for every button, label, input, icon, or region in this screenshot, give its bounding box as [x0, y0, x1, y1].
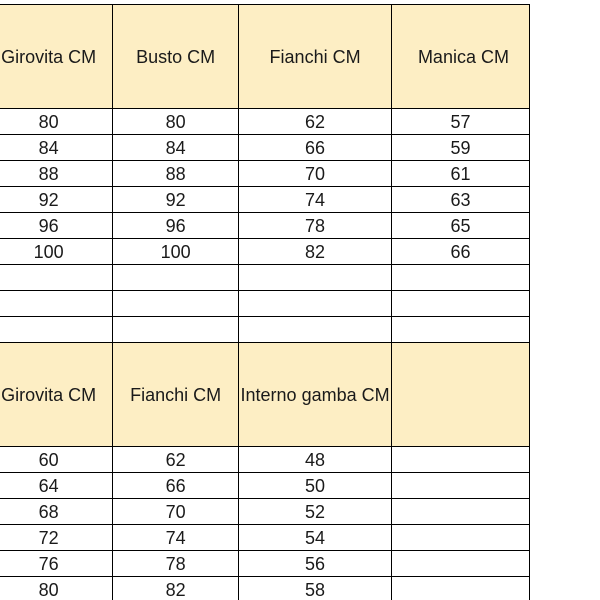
table-cell: 64: [0, 473, 113, 499]
table-cell: 62: [239, 109, 392, 135]
table-cell: 59: [391, 135, 529, 161]
table-cell: 78: [113, 551, 239, 577]
table-cell: 66: [239, 135, 392, 161]
table-cell: [391, 525, 529, 551]
column-header: Girovita CM: [0, 343, 113, 447]
table-cell: 78: [239, 213, 392, 239]
table-cell: 72: [0, 525, 113, 551]
column-header: Busto CM: [113, 5, 239, 109]
table-cell: 66: [113, 473, 239, 499]
column-header: Interno gamba CM: [239, 343, 392, 447]
table-cell: 56: [239, 551, 392, 577]
table-cell: 63: [391, 187, 529, 213]
table-cell: [391, 499, 529, 525]
table-row: [0, 577, 530, 600]
table-cell: 57: [391, 109, 529, 135]
table-row: [0, 265, 530, 291]
table-cell: 84: [0, 135, 113, 161]
table-cell: 58: [239, 577, 392, 600]
table-cell: 96: [113, 213, 239, 239]
table-row: [0, 135, 530, 161]
table-cell: 96: [0, 213, 113, 239]
table-row: [0, 109, 530, 135]
table-row: [0, 551, 530, 577]
size-chart-table: [0, 4, 530, 600]
table-row: [0, 291, 530, 317]
table-cell: [391, 265, 529, 291]
table-cell: [391, 447, 529, 473]
table-cell: [0, 317, 113, 343]
column-header: Fianchi CM: [239, 5, 392, 109]
table-cell: 92: [0, 187, 113, 213]
table-cell: 48: [239, 447, 392, 473]
column-header: [391, 343, 529, 447]
table-cell: 80: [113, 109, 239, 135]
table-cell: 74: [113, 525, 239, 551]
table-cell: 74: [239, 187, 392, 213]
table-cell: [113, 291, 239, 317]
table-cell: 82: [239, 239, 392, 265]
table-cell: 92: [113, 187, 239, 213]
table-cell: [391, 317, 529, 343]
table-row: [0, 473, 530, 499]
table-row: [0, 447, 530, 473]
table-cell: 88: [113, 161, 239, 187]
table-cell: [0, 265, 113, 291]
table-cell: 54: [239, 525, 392, 551]
table-cell: 82: [113, 577, 239, 600]
table-cell: [391, 473, 529, 499]
table-cell: 70: [239, 161, 392, 187]
table-cell: 52: [239, 499, 392, 525]
table2-header-row: [0, 343, 530, 447]
table-cell: [239, 265, 392, 291]
table-row: [0, 525, 530, 551]
table-cell: 76: [0, 551, 113, 577]
table-cell: 100: [113, 239, 239, 265]
column-header: Girovita CM: [0, 5, 113, 109]
table-cell: [113, 265, 239, 291]
column-header: Fianchi CM: [113, 343, 239, 447]
table-row: [0, 239, 530, 265]
table-cell: 80: [0, 109, 113, 135]
table-row: [0, 187, 530, 213]
table-cell: 50: [239, 473, 392, 499]
table-cell: 88: [0, 161, 113, 187]
table-cell: [113, 317, 239, 343]
table-cell: 70: [113, 499, 239, 525]
table-row: [0, 213, 530, 239]
table-cell: 68: [0, 499, 113, 525]
table-cell: 66: [391, 239, 529, 265]
table-cell: 65: [391, 213, 529, 239]
table-cell: [0, 291, 113, 317]
table-cell: 60: [0, 447, 113, 473]
table-cell: [391, 551, 529, 577]
table-cell: 84: [113, 135, 239, 161]
table-cell: [391, 577, 529, 600]
table-cell: 61: [391, 161, 529, 187]
table-cell: [391, 291, 529, 317]
table-cell: [239, 291, 392, 317]
table-row: [0, 161, 530, 187]
table-cell: 100: [0, 239, 113, 265]
table-cell: 80: [0, 577, 113, 600]
table-row: [0, 317, 530, 343]
column-header: Manica CM: [391, 5, 529, 109]
table-cell: 62: [113, 447, 239, 473]
table-cell: [239, 317, 392, 343]
table1-header-row: [0, 5, 530, 109]
table-row: [0, 499, 530, 525]
